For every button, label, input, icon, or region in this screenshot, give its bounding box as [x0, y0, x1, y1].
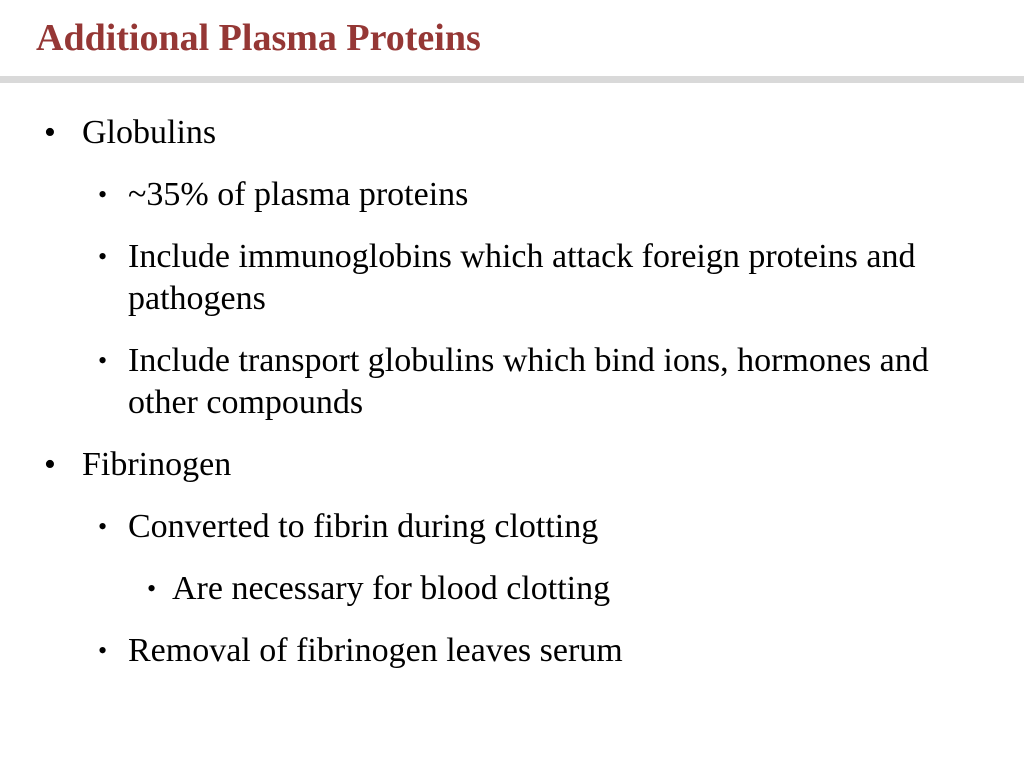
bullet-text: Converted to fibrin during clotting	[128, 508, 599, 545]
bullet-item-percentage	[0, 174, 988, 216]
bullet-text: Include immunoglobins which attack foreign proteins and pathogens	[128, 238, 916, 317]
bullet-item-serum	[0, 630, 988, 672]
bullet-text: Globulins	[82, 114, 217, 151]
bullet-icon: •	[147, 574, 157, 603]
bullet-icon: •	[44, 446, 56, 483]
bullet-item-converted-fibrin	[0, 506, 988, 548]
bullet-item-globulins	[0, 112, 1024, 154]
bullet-icon: •	[98, 636, 108, 665]
slide-title: Additional Plasma Proteins	[36, 17, 481, 59]
bullet-item-transport-globulins	[0, 340, 988, 424]
bullet-item-blood-clotting	[0, 568, 1024, 610]
bullet-text: Include transport globulins which bind ions, hormones and other compounds	[128, 342, 929, 421]
bullet-list	[0, 112, 1024, 692]
bullet-icon: •	[44, 114, 56, 151]
bullet-text: ~35% of plasma proteins	[128, 176, 469, 213]
bullet-icon: •	[98, 242, 108, 271]
bullet-text: Removal of fibrinogen leaves serum	[128, 632, 623, 669]
bullet-icon: •	[98, 180, 108, 209]
bullet-text: Fibrinogen	[82, 446, 232, 483]
bullet-icon: •	[98, 346, 108, 375]
bullet-text: Are necessary for blood clotting	[172, 570, 611, 607]
bullet-item-fibrinogen	[0, 444, 1024, 486]
title-divider	[0, 76, 1024, 83]
bullet-item-immunoglobins	[0, 236, 988, 320]
bullet-icon: •	[98, 512, 108, 541]
